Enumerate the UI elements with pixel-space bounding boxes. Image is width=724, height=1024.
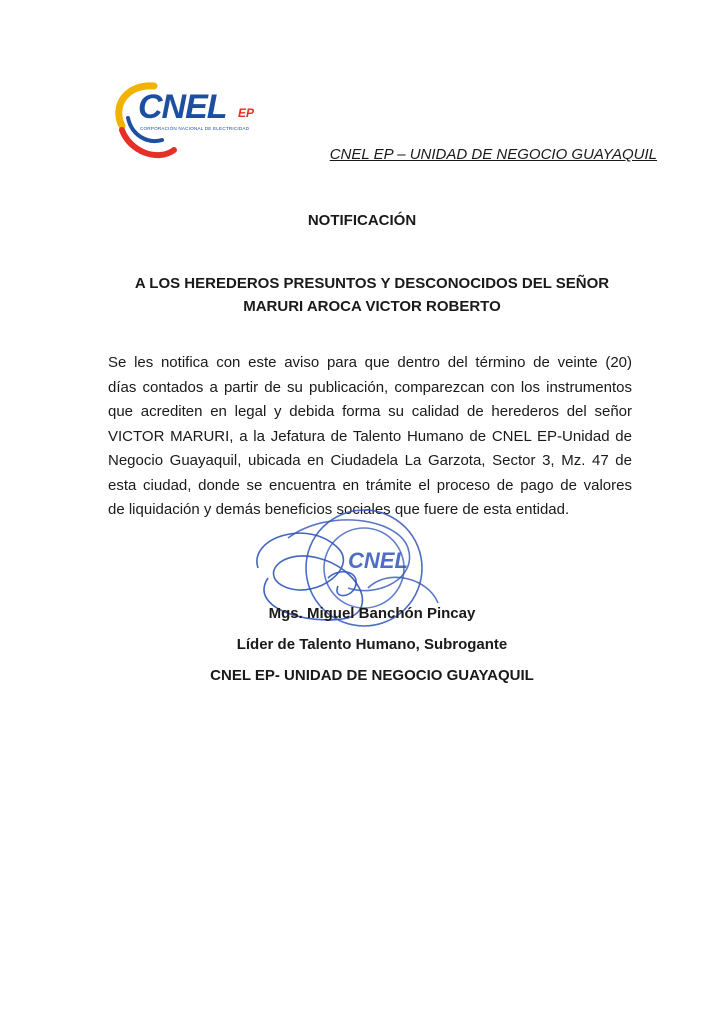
signer-organization: CNEL EP- UNIDAD DE NEGOCIO GUAYAQUIL xyxy=(210,667,534,684)
unit-header: CNEL EP – UNIDAD DE NEGOCIO GUAYAQUIL xyxy=(329,146,657,163)
signer-role: Líder de Talento Humano, Subrogante xyxy=(236,636,508,653)
body-line: días contados a partir de su publicación, comparezcan con los instrumentos xyxy=(108,378,632,396)
document-title: NOTIFICACIÓN xyxy=(307,212,417,229)
body-line: que acrediten en legal y debida forma su calidad de herederos del señor xyxy=(108,403,632,420)
cnel-logo xyxy=(108,78,278,164)
addressee-line-1: A LOS HEREDEROS PRESUNTOS Y DESCONOCIDOS DEL SEÑOR xyxy=(134,275,610,292)
addressee-block xyxy=(0,272,724,318)
notification-body xyxy=(108,351,632,523)
logo-suffix: EP xyxy=(238,106,255,120)
body-line: VICTOR MARURI, a la Jefatura de Talento Humano de CNEL EP-Unidad de xyxy=(108,427,632,445)
stamp-text: CNEL xyxy=(348,548,408,573)
addressee-line-2: MARURI AROCA VICTOR ROBERTO xyxy=(243,298,501,315)
body-line: Negocio Guayaquil, ubicada en Ciudadela La Garzota, Sector 3, Mz. 47 de xyxy=(108,452,632,469)
logo-brand: CNEL xyxy=(138,88,227,126)
signer-name: Mgs. Miguel Banchón Pincay xyxy=(268,605,476,622)
body-line: Se les notifica con este aviso para que dentro del término de veinte (20) xyxy=(108,354,632,371)
signature-block xyxy=(0,605,724,698)
body-line: de liquidación y demás beneficios sociales que fuere de esta entidad. xyxy=(108,501,570,518)
logo-subtitle: CORPORACIÓN NACIONAL DE ELECTRICIDAD xyxy=(140,126,250,131)
body-line: esta ciudad, donde se encuentra en trámite el proceso de pago de valores xyxy=(108,476,632,494)
